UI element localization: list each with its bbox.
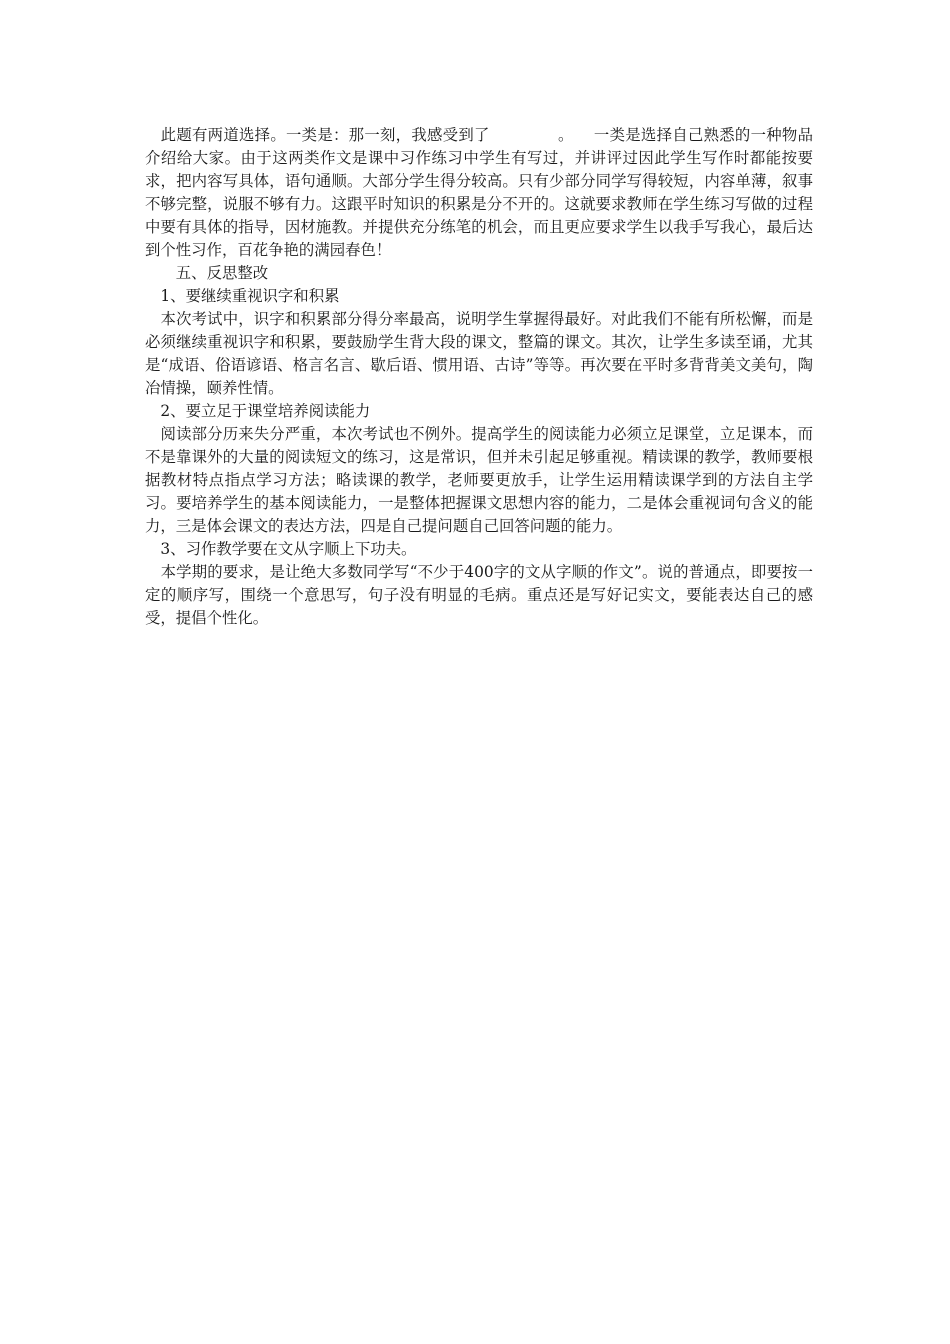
- paragraph-text-part-b: 。: [557, 126, 574, 144]
- subheading-reading: 2、要立足于课堂培养阅读能力: [145, 402, 371, 420]
- document-body: [145, 124, 813, 630]
- paragraph-text-part-a: 此题有两道选择。一类是：那一刻，我感受到了: [145, 126, 490, 144]
- paragraph-text-part-c: 一类是选择自己熟悉的一种物品介绍给大家。由于这两类作文是课中习作练习中学生有写过，并讲评过因此学生写作时都能按要求，把内容写具体，语句通顺。大部分学生得分较高。只有少部分同学写得较短，内容单薄，叙事不够完整，说服不够有力。这跟平时知识的积累是分不开的。这就要求教师在学生练习写做的过程中要有具体的指导，因材施教。并提供充分练笔的机会，而且更应要求学生以我手写我心，最后达到个性习作，百花争艳的满园春色！: [145, 126, 813, 259]
- paragraph-literacy: 本次考试中，识字和积累部分得分率最高，说明学生掌握得最好。对此我们不能有所松懈，而是必须继续重视识字和积累，要鼓励学生背大段的课文，整篇的课文。其次，让学生多读至诵，尤其是“成语、俗语谚语、格言名言、歇后语、惯用语、古诗”等等。再次要在平时多背背美文美句，陶冶情操，颐养性情。: [145, 310, 813, 397]
- subheading-writing: 3、习作教学要在文从字顺上下功夫。: [145, 540, 417, 558]
- paragraph-writing: 本学期的要求，是让绝大多数同学写“不少于400字的文从字顺的作文”。说的普通点，即要按一定的顺序写，围绕一个意思写，句子没有明显的毛病。重点还是写好记实文，要能表达自己的感受，提倡个性化。: [145, 563, 813, 627]
- paragraph-writing-analysis: [145, 124, 813, 262]
- subheading-literacy: 1、要继续重视识字和积累: [145, 287, 340, 305]
- section-heading-reflection: 五、反思整改: [145, 264, 269, 282]
- paragraph-reading: 阅读部分历来失分严重，本次考试也不例外。提高学生的阅读能力必须立足课堂，立足课本，而不是靠课外的大量的阅读短文的练习，这是常识，但并未引起足够重视。精读课的教学，教师要根据教材特点指点学习方法；略读课的教学，老师要更放手，让学生运用精读课学到的方法自主学习。要培养学生的基本阅读能力，一是整体把握课文思想内容的能力，二是体会重视词句含义的能力，三是体会课文的表达方法，四是自己提问题自己回答问题的能力。: [145, 425, 813, 535]
